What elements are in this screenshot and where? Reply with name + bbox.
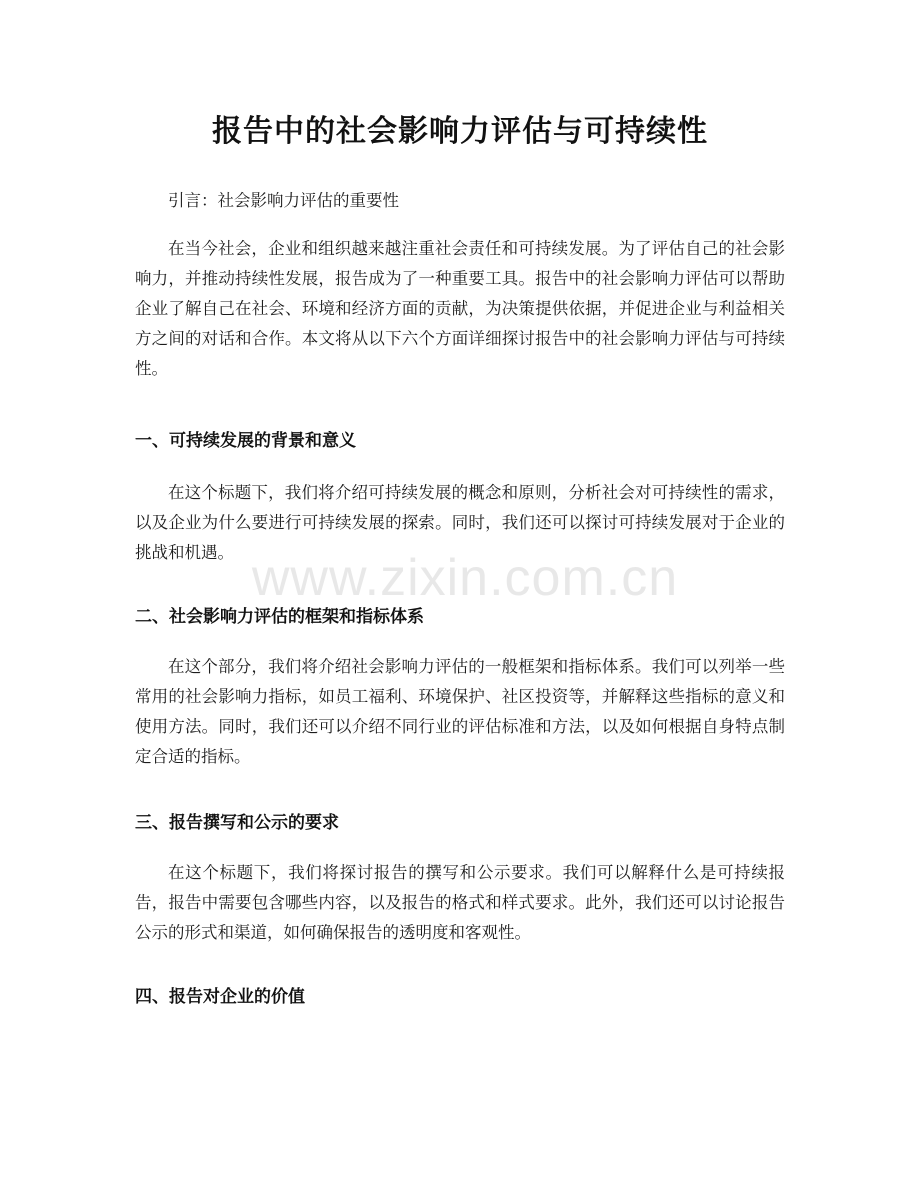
section-paragraph-2: 在这个部分，我们将介绍社会影响力评估的一般框架和指标体系。我们可以列举一些常用的社会影响力指标，如员工福利、环境保护、社区投资等，并解释这些指标的意义和使用方法。同时，我们还可以介绍不同行业的评估标准和方法，以及如何根据自身特点制定合适的指标。 (135, 657, 785, 766)
section-paragraph-3: 在这个标题下，我们将探讨报告的撰写和公示要求。我们可以解释什么是可持续报告，报告中需要包含哪些内容，以及报告的格式和样式要求。此外，我们还可以讨论报告公示的形式和渠道，如何确保报告的透明度和客观性。 (135, 863, 785, 942)
document-title: 报告中的社会影响力评估与可持续性 (212, 114, 708, 149)
section-heading-3: 三、报告撰写和公示的要求 (135, 813, 339, 833)
intro-paragraph: 在当今社会，企业和组织越来越注重社会责任和可持续发展。为了评估自己的社会影响力，并推动持续性发展，报告成为了一种重要工具。报告中的社会影响力评估可以帮助企业了解自己在社会、环境和经济方面的贡献，为决策提供依据，并促进企业与利益相关方之间的对话和合作。本文将从以下六个方面详细探讨报告中的社会影响力评估与可持续性。 (135, 239, 785, 378)
section-paragraph-1: 在这个标题下，我们将介绍可持续发展的概念和原则，分析社会对可持续性的需求，以及企业为什么要进行可持续发展的探索。同时，我们还可以探讨可持续发展对于企业的挑战和机遇。 (135, 483, 785, 562)
section-heading-1: 一、可持续发展的背景和意义 (135, 431, 356, 451)
intro-label: 引言：社会影响力评估的重要性 (168, 191, 399, 210)
section-heading-4: 四、报告对企业的价值 (135, 987, 305, 1007)
section-heading-2: 二、社会影响力评估的框架和指标体系 (135, 607, 424, 627)
watermark: www.zixin.com.cn (251, 549, 679, 607)
